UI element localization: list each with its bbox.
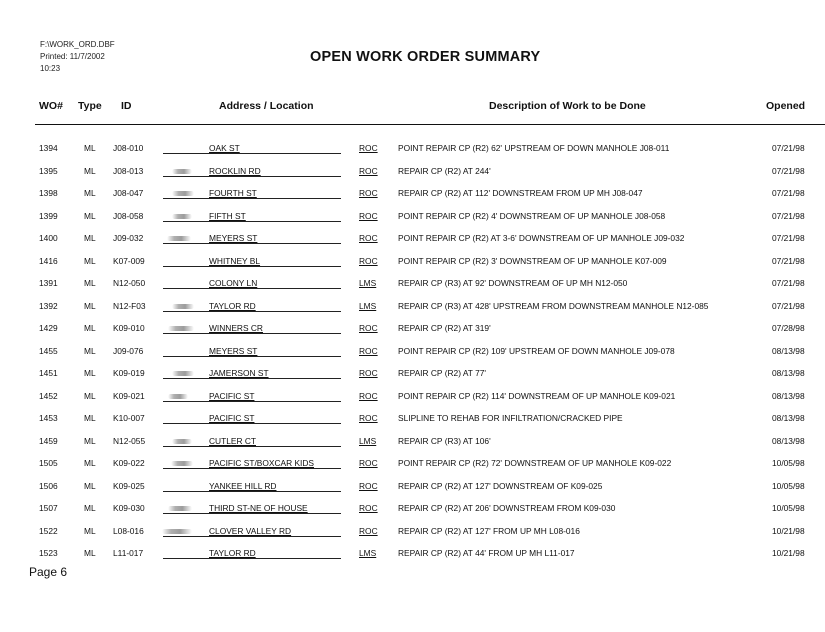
row-address: ROCKLIN RD [209,165,261,176]
row-description: REPAIR CP (R2) AT 127' FROM UP MH L08-016 [398,525,580,536]
row-description: REPAIR CP (R3) AT 428' UPSTREAM FROM DOWNSTREAM MANHOLE N12-085 [398,300,709,311]
row-wo-number: 1452 [39,390,58,401]
row-description: REPAIR CP (R2) AT 77' [398,368,487,378]
table-row [0,317,825,339]
row-area-code: LMS [359,435,377,446]
row-area-code: ROC [359,165,378,176]
row-wo-number: 1391 [39,278,58,288]
row-wo-number: 1429 [39,323,58,333]
row-area-code: ROC [359,480,378,491]
row-area-code: ROC [359,390,378,401]
row-type: ML [84,458,96,468]
address-underline [163,356,341,357]
row-area-code: ROC [359,525,378,536]
row-wo-number: 1400 [39,233,58,243]
redacted-house-number [172,371,194,376]
row-id: J08-013 [113,165,144,176]
table-row [0,520,825,542]
report-title: OPEN WORK ORDER SUMMARY [310,49,541,65]
row-wo-number: 1523 [39,548,58,558]
row-id: J08-010 [113,143,144,153]
row-opened-date: 08/13/98 [772,368,805,378]
address-underline [163,243,341,244]
redacted-house-number [172,304,194,309]
row-description: POINT REPAIR CP (R2) 62' UPSTREAM OF DOWN MANHOLE J08-011 [398,143,670,153]
row-opened-date: 10/21/98 [772,548,805,558]
row-opened-date: 07/21/98 [772,278,805,288]
row-wo-number: 1506 [39,480,58,491]
row-id: J09-076 [113,345,144,356]
table-row [0,385,825,407]
row-opened-date: 07/21/98 [772,255,805,266]
row-area-code: ROC [359,323,378,333]
row-area-code: ROC [359,345,378,356]
row-id: N12-050 [113,278,146,288]
row-id: J08-047 [113,188,144,198]
row-type: ML [84,143,96,153]
table-row [0,362,825,384]
redacted-house-number [172,214,192,219]
row-id: J08-058 [113,210,144,221]
address-underline [163,558,341,559]
table-row [0,542,825,564]
table-row [0,430,825,452]
row-type: ML [84,188,96,198]
row-area-code: ROC [359,413,378,423]
row-wo-number: 1507 [39,503,58,513]
row-opened-date: 08/13/98 [772,413,805,423]
row-address: TAYLOR RD [209,548,256,558]
table-row [0,160,825,182]
row-type: ML [84,323,96,333]
report-meta [40,39,115,75]
row-type: ML [84,435,96,446]
row-id: N12-F03 [113,300,146,311]
row-description: POINT REPAIR CP (R2) 109' UPSTREAM OF DOWN MANHOLE J09-078 [398,345,675,356]
row-description: POINT REPAIR CP (R2) AT 3-6' DOWNSTREAM OF UP MANHOLE J09-032 [398,233,685,243]
row-wo-number: 1395 [39,165,58,176]
row-area-code: LMS [359,278,377,288]
row-opened-date: 07/21/98 [772,188,805,198]
row-wo-number: 1459 [39,435,58,446]
row-opened-date: 07/21/98 [772,165,805,176]
row-opened-date: 07/21/98 [772,300,805,311]
row-address: WHITNEY BL [209,255,261,266]
row-opened-date: 10/05/98 [772,458,805,468]
row-area-code: LMS [359,300,377,311]
row-id: K09-010 [113,323,145,333]
row-address: COLONY LN [209,278,258,288]
address-underline [163,311,341,312]
table-row [0,497,825,519]
row-opened-date: 08/13/98 [772,390,805,401]
address-underline [163,288,341,289]
row-area-code: ROC [359,188,378,198]
table-row [0,227,825,249]
table-row [0,452,825,474]
table-row [0,205,825,227]
row-area-code: ROC [359,458,378,468]
row-description: REPAIR CP (R2) AT 127' DOWNSTREAM OF K09-025 [398,480,603,491]
row-description: POINT REPAIR CP (R2) 114' DOWNSTREAM OF UP MANHOLE K09-021 [398,390,676,401]
address-underline [163,153,341,154]
row-description: POINT REPAIR CP (R2) 72' DOWNSTREAM OF UP MANHOLE K09-022 [398,458,672,468]
row-wo-number: 1522 [39,525,58,536]
address-underline [163,333,341,334]
row-id: K09-022 [113,458,145,468]
address-underline [163,176,341,177]
col-header-type: Type [78,100,102,112]
address-underline [163,513,341,514]
address-underline [163,378,341,379]
row-address: OAK ST [209,143,240,153]
row-type: ML [84,210,96,221]
row-address: JAMERSON ST [209,368,269,378]
row-type: ML [84,503,96,513]
address-underline [163,423,341,424]
header-divider [35,124,825,125]
address-underline [163,468,341,469]
row-opened-date: 10/05/98 [772,480,805,491]
row-area-code: ROC [359,233,378,243]
row-wo-number: 1398 [39,188,58,198]
row-description: REPAIR CP (R2) AT 206' DOWNSTREAM FROM K09-030 [398,503,616,513]
row-address: YANKEE HILL RD [209,480,277,491]
row-address: FOURTH ST [209,188,257,198]
redacted-house-number [172,191,194,196]
col-header-wo: WO# [39,100,63,112]
table-row [0,475,825,497]
row-area-code: LMS [359,548,377,558]
row-wo-number: 1455 [39,345,58,356]
row-type: ML [84,278,96,288]
address-underline [163,221,341,222]
row-description: REPAIR CP (R2) AT 112' DOWNSTREAM FROM UP MH J08-047 [398,188,643,198]
row-type: ML [84,413,96,423]
row-address: MEYERS ST [209,345,258,356]
row-id: K09-019 [113,368,145,378]
printed-time: 10:23 [40,64,61,73]
redacted-house-number [168,506,192,511]
row-description: REPAIR CP (R3) AT 92' DOWNSTREAM OF UP MH N12-050 [398,278,628,288]
row-opened-date: 07/21/98 [772,210,805,221]
redacted-house-number [162,529,192,534]
table-row [0,250,825,272]
row-area-code: ROC [359,143,378,153]
redacted-house-number [168,394,188,399]
printed-date: Printed: 11/7/2002 [40,52,105,61]
row-type: ML [84,300,96,311]
row-wo-number: 1451 [39,368,58,378]
row-wo-number: 1399 [39,210,58,221]
row-type: ML [84,368,96,378]
redacted-house-number [168,326,194,331]
row-opened-date: 07/21/98 [772,143,805,153]
row-id: K09-025 [113,480,145,491]
address-underline [163,198,341,199]
row-id: N12-055 [113,435,146,446]
row-address: FIFTH ST [209,210,246,221]
row-id: K09-021 [113,390,145,401]
table-row [0,182,825,204]
col-header-opened: Opened [766,100,806,112]
table-row [0,272,825,294]
row-area-code: ROC [359,503,378,513]
row-description: POINT REPAIR CP (R2) 4' DOWNSTREAM OF UP MANHOLE J08-058 [398,210,666,221]
row-opened-date: 08/13/98 [772,345,805,356]
row-description: SLIPLINE TO REHAB FOR INFILTRATION/CRACKED PIPE [398,413,623,423]
row-opened-date: 10/21/98 [772,525,805,536]
page-number: Page 6 [29,565,68,579]
row-id: K10-007 [113,413,145,423]
table-row [0,407,825,429]
address-underline [163,446,341,447]
redacted-house-number [167,236,191,241]
row-address: THIRD ST-NE OF HOUSE [209,503,308,513]
row-area-code: ROC [359,368,378,378]
row-id: J09-032 [113,233,144,243]
row-type: ML [84,165,96,176]
row-address: CUTLER CT [209,435,256,446]
row-wo-number: 1416 [39,255,58,266]
row-wo-number: 1453 [39,413,58,423]
row-type: ML [84,525,96,536]
row-wo-number: 1392 [39,300,58,311]
address-underline [163,266,341,267]
row-address: WINNERS CR [209,323,263,333]
row-id: K09-030 [113,503,145,513]
row-id: L11-017 [113,548,144,558]
redacted-house-number [171,461,193,466]
address-underline [163,491,341,492]
row-type: ML [84,255,96,266]
row-address: PACIFIC ST [209,413,255,423]
table-row [0,295,825,317]
row-description: REPAIR CP (R2) AT 44' FROM UP MH L11-017 [398,548,575,558]
row-id: K07-009 [113,255,145,266]
row-type: ML [84,390,96,401]
row-type: ML [84,345,96,356]
row-description: REPAIR CP (R2) AT 244' [398,165,491,176]
row-area-code: ROC [359,255,378,266]
row-description: REPAIR CP (R2) AT 319' [398,323,491,333]
col-header-description: Description of Work to be Done [489,100,646,112]
address-underline [163,536,341,537]
row-address: PACIFIC ST/BOXCAR KIDS [209,458,315,468]
row-type: ML [84,233,96,243]
table-row [0,340,825,362]
redacted-house-number [172,439,192,444]
row-address: PACIFIC ST [209,390,255,401]
row-opened-date: 07/28/98 [772,323,805,333]
row-type: ML [84,548,96,558]
table-row [0,137,825,159]
row-id: L08-016 [113,525,144,536]
row-description: REPAIR CP (R3) AT 106' [398,435,491,446]
row-opened-date: 10/05/98 [772,503,805,513]
row-wo-number: 1505 [39,458,58,468]
row-description: POINT REPAIR CP (R2) 3' DOWNSTREAM OF UP MANHOLE K07-009 [398,255,667,266]
col-header-id: ID [121,100,132,112]
row-address: CLOVER VALLEY RD [209,525,292,536]
file-path: F:\WORK_ORD.DBF [40,40,115,49]
address-underline [163,401,341,402]
row-opened-date: 07/21/98 [772,233,805,243]
row-address: TAYLOR RD [209,300,256,311]
row-type: ML [84,480,96,491]
row-address: MEYERS ST [209,233,258,243]
row-area-code: ROC [359,210,378,221]
row-opened-date: 08/13/98 [772,435,805,446]
row-wo-number: 1394 [39,143,58,153]
redacted-house-number [172,169,192,174]
col-header-address: Address / Location [219,100,314,112]
